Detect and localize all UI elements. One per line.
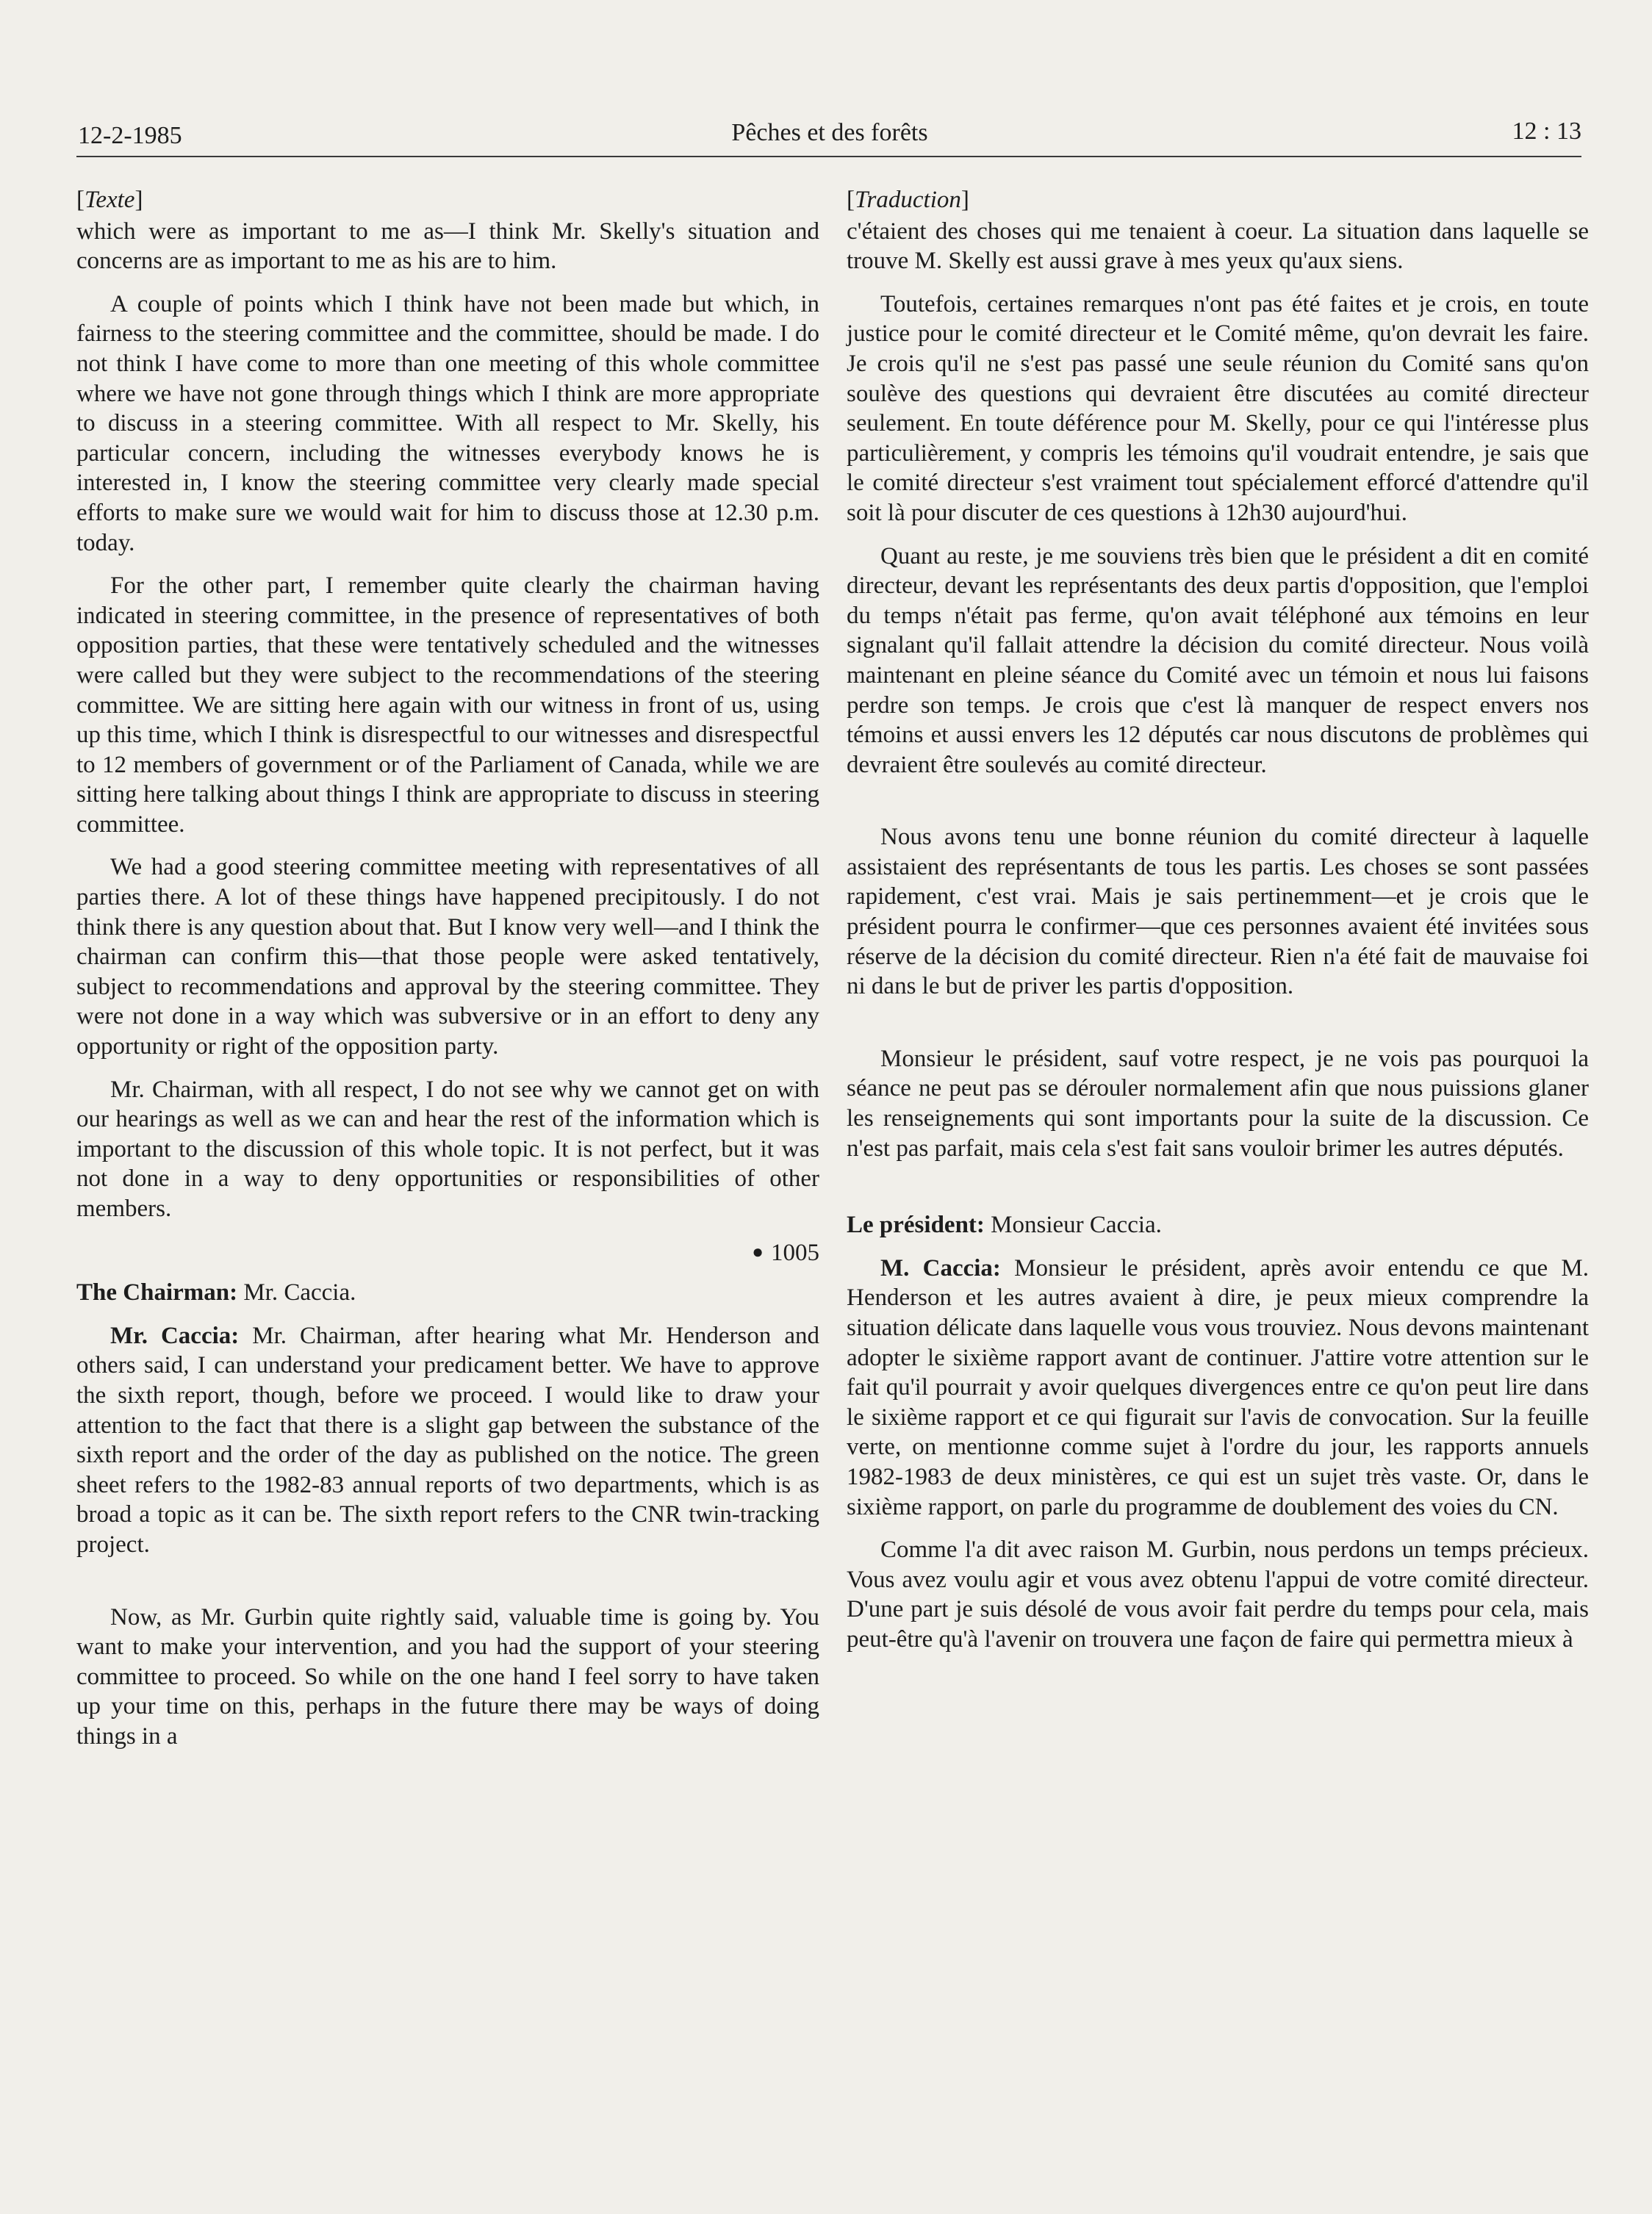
speaker-name: The Chairman:: [76, 1279, 238, 1307]
chair-intervention: The Chairman: Mr. Caccia.: [76, 1279, 356, 1307]
paragraph: Monsieur le président, sauf votre respect, je ne vois pas pourquoi la séance ne peut pas se dérouler normalement afin que nous puissions glaner les renseignements qui sont importants pour la suite de la discussion. Ce n'est pas parfait, mais cela s'est fait sans vouloir brimer les autres députés.: [847, 1045, 1589, 1162]
paragraph: Now, as Mr. Gurbin quite rightly said, valuable time is going by. You want to make your intervention, and you had the support of your steering committee to proceed. So while on the one hand I feel sorry to have taken up your time on this, perhaps in the future there may be ways of doing things in a: [76, 1603, 819, 1750]
english-column: [76, 185, 819, 1765]
paragraph: Quant au reste, je me souviens très bien que le président a dit en comité directeur, devant les représentants des deux partis d'opposition, que l'emploi du temps n'était pas ferme, qu'on avait téléphoné aux témoins en leur signalant qu'il fallait attendre la décision du comité directeur. Nous voilà maintenant en pleine séance du Comité avec un témoin et nous lui faisons perdre son temps. Je crois que c'est là manquer de respect envers nos témoins et aussi envers les 12 députés car nous discutons de problèmes qui devraient être soulevés au comité directeur.: [847, 542, 1589, 778]
chair-intervention: Le président: Monsieur Caccia.: [847, 1212, 1162, 1239]
paragraph: For the other part, I remember quite clearly the chairman having indicated in steering committee, in the presence of representatives of both opposition parties, that these were tentatively scheduled and the witnesses were called but they were subject to the recommendations of the steering committee. We are sitting here again with our witness in front of us, using up this time, which I think is disrespectful to our witnesses and disrespectful to 12 members of government or of the Parliament of Canada, while we are sitting here talking about things I think are appropriate to discuss in steering committee.: [76, 572, 819, 838]
section-tag-texte: [Texte]: [76, 187, 143, 213]
paragraph: Nous avons tenu une bonne réunion du comité directeur à laquelle assistaient des représentants de tous les partis. Les choses se sont passées rapidement, c'est vrai. Mais je sais pertinemment—et je crois que le président pourra le confirmer—que ces personnes avaient été invitées sous réserve de la décision du comité directeur. Rien n'a été fait de mauvaise foi ni dans le but de priver les partis d'opposition.: [847, 824, 1589, 1000]
speaker-name: Mr. Caccia:: [110, 1322, 240, 1349]
caccia-intervention: Mr. Caccia: Mr. Chairman, after hearing what Mr. Henderson and others said, I can understand your predicament better. We have to approve the sixth report, though, before we proceed. I would like to draw your attention to the fact that there is a slight gap between the substance of the sixth report and the order of the day as published on the notice. The green sheet refers to the 1982-83 annual reports of two departments, which is as broad a topic as it can be. The sixth report refers to the CNR twin-tracking project.: [76, 1322, 819, 1558]
paragraph: A couple of points which I think have not been made but which, in fairness to the steering committee and the committee, should be made. I do not think I have come to more than one meeting of this whole committee where we have not gone through things which I think are more appropriate to discuss in a steering committee. With all respect to Mr. Skelly, his particular concern, including the witnesses everybody knows he is interested in, I know the steering committee very clearly made special efforts to make sure we would wait for him to discuss those at 12.30 p.m. today.: [76, 290, 819, 556]
header-title: Pêches et des forêts: [731, 119, 928, 146]
speaker-name: M. Caccia:: [880, 1254, 1001, 1282]
paragraph: We had a good steering committee meeting with representatives of all parties there. A lot of these things have happened precipitously. I do not think there is any question about that. But I know very well—and I think the chairman can confirm this—that those people were asked tentatively, subject to recommendations and approval by the steering committee. They were not done in a way which was subversive or in an effort to deny any opportunity or right of the opposition party.: [76, 854, 819, 1060]
paragraph: which were as important to me as—I think Mr. Skelly's situation and concerns are as important to me as his are to him.: [76, 218, 819, 275]
header-date: 12-2-1985: [78, 122, 182, 149]
paragraph: c'étaient des choses qui me tenaient à coeur. La situation dans laquelle se trouve M. Skelly est aussi grave à mes yeux qu'aux siens.: [847, 218, 1589, 275]
time-marker: ● 1005: [752, 1239, 819, 1266]
french-column: [847, 185, 1589, 1668]
paragraph: Mr. Chairman, with all respect, I do not see why we cannot get on with our hearings as well as we can and hear the rest of the information which is important to the discussion of this whole topic. It is not perfect, but it was not done in a way to deny opportunities or responsibilities of other members.: [76, 1076, 819, 1222]
page-header: [78, 118, 1581, 153]
bullet-icon: ●: [752, 1240, 764, 1262]
header-page-number: 12 : 13: [1512, 118, 1581, 145]
speaker-name: Le président:: [847, 1212, 985, 1239]
paragraph: Toutefois, certaines remarques n'ont pas été faites et je crois, en toute justice pour le comité directeur et le Comité même, qu'on devrait les faire. Je crois qu'il ne s'est pas passé une seule réunion du Comité sans qu'on soulève des questions qui devraient être discutées au comité directeur seulement. En toute déférence pour M. Skelly, pour ce qui l'intéresse plus particulièrement, y compris les témoins qu'il voudrait entendre, je sais que le comité directeur s'est vraiment tout spécialement efforcé d'attendre qu'il soit là pour discuter de ces questions à 12h30 aujourd'hui.: [847, 290, 1589, 526]
section-tag-traduction: [Traduction]: [847, 187, 969, 213]
caccia-intervention: M. Caccia: Monsieur le président, après avoir entendu ce que M. Henderson et les autres avaient à dire, je peux mieux comprendre la situation délicate dans laquelle vous vous trouviez. Nous devons maintenant adopter le sixième rapport avant de continuer. J'attire votre attention sur le fait qu'il pourrait y avoir quelques divergences entre ce qu'on peut lire dans le sixième rapport et ce qui figurait sur l'avis de convocation. Sur la feuille verte, on mentionne comme sujet à l'ordre du jour, les rapports annuels 1982-1983 de deux ministères, ce qui est un sujet très vaste. Or, dans le sixième rapport, on parle du programme de doublement des voies du CN.: [847, 1254, 1589, 1520]
header-rule: [76, 156, 1581, 157]
paragraph: Comme l'a dit avec raison M. Gurbin, nous perdons un temps précieux. Vous avez voulu agir et vous avez obtenu l'appui de votre comité directeur. D'une part je suis désolé de vous avoir fait perdre du temps pour cela, mais peut-être qu'à l'avenir on trouvera une façon de faire qui permettra mieux à: [847, 1536, 1589, 1653]
